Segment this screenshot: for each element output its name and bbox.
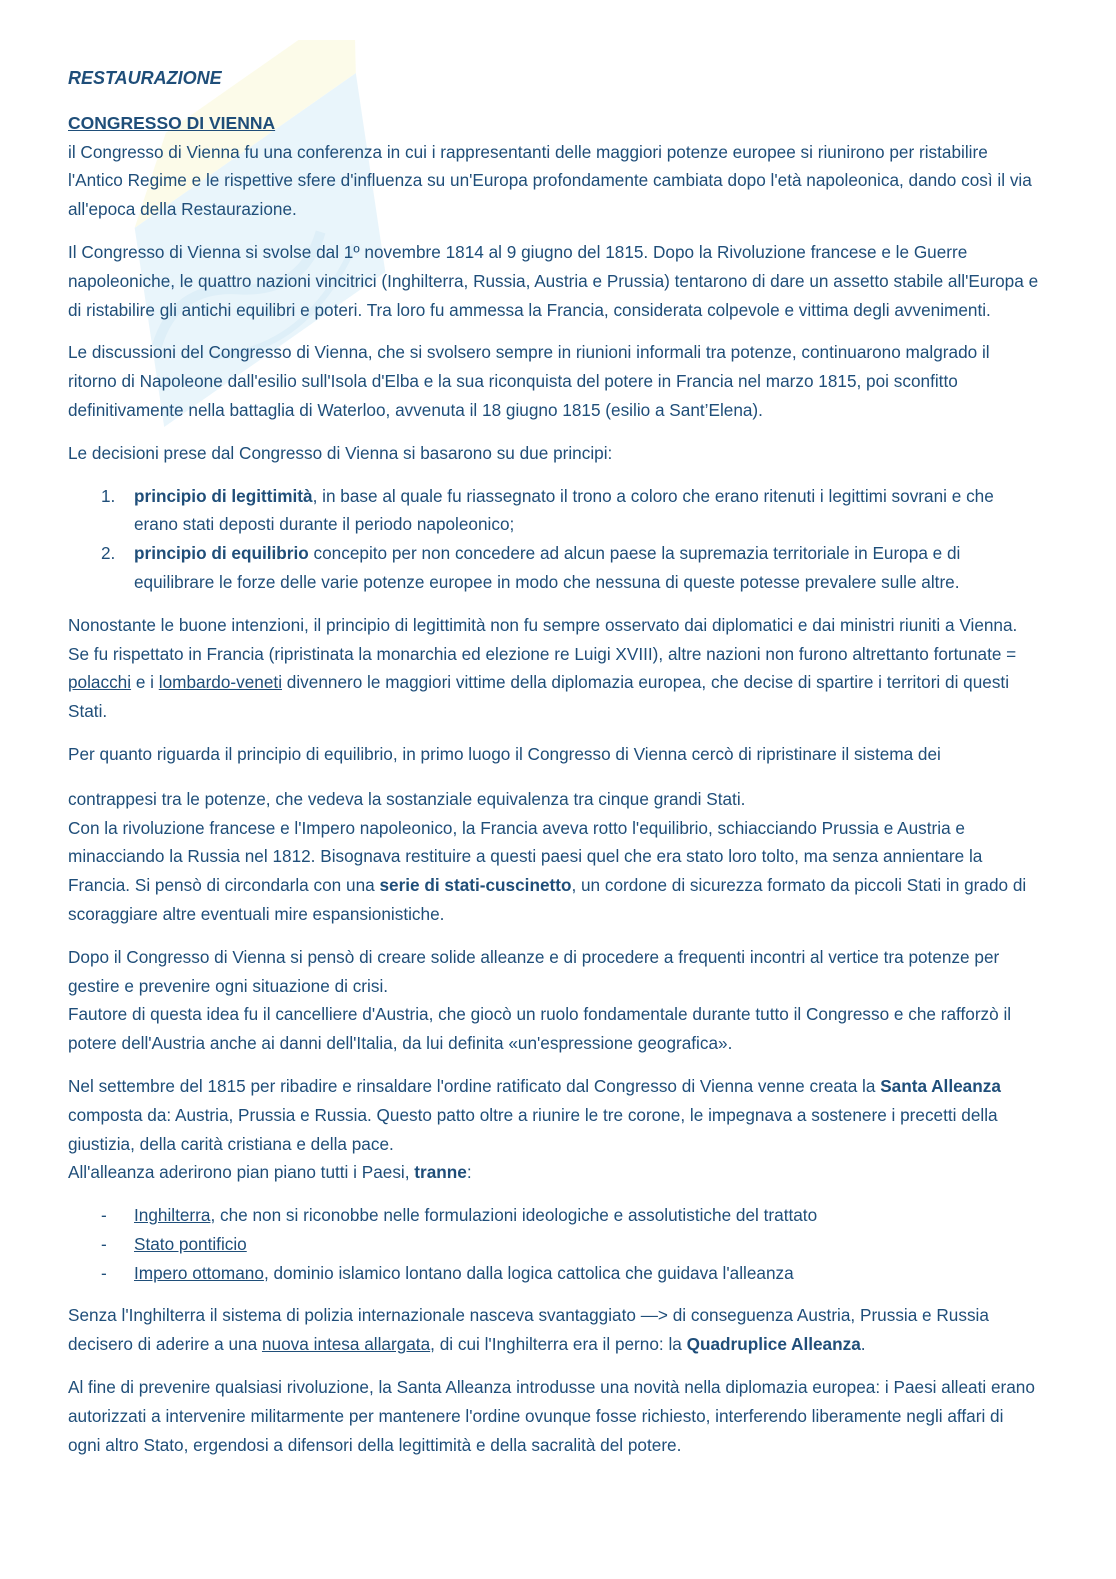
- document-page: [68, 64, 1040, 1473]
- item-text: , dominio islamico lontano dalla logica cattolica che guidava l'alleanza: [263, 1262, 794, 1283]
- text-run: All'alleanza aderirono pian piano tutti i Paesi,: [68, 1162, 415, 1183]
- paragraph-principles-intro: Le decisioni prese dal Congresso di Vienna si basarono su due principi:: [68, 442, 613, 463]
- paragraph-chancellor: Fautore di questa idea fu il cancelliere d'Austria, che giocò un ruolo fondamentale durante tutto il Congresso e che rafforzò il potere dell'Austria anche ai danni dell'Italia, da lui definita «un'espressione geografica».: [68, 1004, 1012, 1054]
- paragraph-legitimacy: [68, 611, 1040, 726]
- text-run: Nel settembre del 1815 per ribadire e rinsaldare l'ordine ratificato dal Congresso di Vienna venne creata la: [68, 1075, 881, 1096]
- text-run: Nonostante le buone intenzioni, il principio di legittimità non fu sempre osservato dai diplomatici e dai ministri riuniti a Vienna. Se fu rispettato in Francia (ripristinata la monarchia ed elezione re Luigi XVIII), altre nazioni non furono altrettanto fortunate =: [68, 614, 1018, 664]
- document-title: RESTAURAZIONE: [68, 68, 222, 88]
- bold-term: tranne: [414, 1162, 467, 1183]
- dash-bullet: -: [101, 1262, 107, 1283]
- paragraph-holy-alliance: [68, 1072, 1040, 1158]
- paragraph-discussions: Le discussioni del Congresso di Vienna, che si svolsero sempre in riunioni informali tra potenze, continuarono malgrado il ritorno di Napoleone dall'esilio sull'Isola d'Elba e la sua riconquista del potere in Francia nel marzo 1815, poi sconfitto definitivamente nella battaglia di Waterloo, avvenuta il 18 giugno 1815 (esilio a Sant’Elena).: [68, 342, 990, 420]
- item-text: , che non si riconobbe nelle formulazioni ideologiche e assolutistiche del trattato: [210, 1205, 818, 1226]
- text-run: :: [466, 1162, 472, 1183]
- principle-item: [68, 539, 1040, 597]
- text-run: Senza l'Inghilterra il sistema di polizia internazionale nasceva svantaggiato —> di conseguenza Austria, Prussia e Russia decisero di aderire a una: [68, 1305, 989, 1355]
- paragraph-equilibrium: Per quanto riguarda il principio di equilibrio, in primo luogo il Congresso di Vienna cercò di ripristinare il sistema dei: [68, 743, 941, 764]
- text-run: composta da: Austria, Prussia e Russia. Questo patto oltre a riunire le tre corone, le impegnava a sostenere i precetti della giustizia, della carità cristiana e della pace.: [68, 1104, 998, 1154]
- text-run: e i: [131, 672, 159, 693]
- paragraph-intro: il Congresso di Vienna fu una conferenza in cui i rappresentanti delle maggiori potenze europee si riunirono per ristabilire l'Antico Regime e le rispettive sfere d'influenza su un'Europa profondamente cambiata dopo l'età napoleonica, dando così il via all'epoca della Restaurazione.: [68, 141, 1032, 220]
- section-heading: CONGRESSO DI VIENNA: [68, 112, 276, 133]
- paragraph-counterweights: contrappesi tra le potenze, che vedeva la sostanziale equivalenza tra cinque grandi Stati.: [68, 788, 746, 809]
- paragraph-dates: Il Congresso di Vienna si svolse dal 1º novembre 1814 al 9 giugno del 1815. Dopo la Rivoluzione francese e le Guerre napoleoniche, le quattro nazioni vincitrici (Inghilterra, Russia, Austria e Prussia) tentarono di dare un assetto stabile all'Europa e di ristabilire gli antichi equilibri e poteri. Tra loro fu ammessa la Francia, considerata colpevole e vittima degli avvenimenti.: [68, 241, 1039, 320]
- list-number: 1.: [101, 485, 116, 506]
- principles-list: [68, 482, 1040, 597]
- principle-text: , in base al quale fu riassegnato il trono a coloro che erano ritenuti i legittimi sovrani e che erano stati deposti durante il periodo napoleonico;: [134, 485, 994, 535]
- paragraph-intervention: Al fine di prevenire qualsiasi rivoluzione, la Santa Alleanza introdusse una novità nella diplomazia europea: i Paesi alleati erano autorizzati a intervenire militarmente per mantenere l'ordine ovunque fosse richiesto, interferendo liberamente negli affari di ogni altro Stato, ergendosi a difensori della legittimità e della sacralità del potere.: [68, 1377, 1035, 1455]
- text-run: , un cordone di sicurezza formato da piccoli Stati in grado di scoraggiare altre eventuali mire espansionistiche.: [68, 875, 1027, 924]
- paragraph-buffer-states: [68, 814, 1040, 929]
- bold-term: serie di stati-cuscinetto: [379, 875, 572, 896]
- link-polacchi[interactable]: polacchi: [68, 672, 132, 693]
- link-nuova-intesa[interactable]: nuova intesa allargata: [261, 1334, 431, 1355]
- list-item: [68, 1230, 1040, 1259]
- list-number: 2.: [101, 543, 116, 564]
- bold-term: Quadruplice Alleanza: [686, 1334, 861, 1355]
- dash-bullet: -: [101, 1205, 107, 1226]
- exceptions-list: [68, 1201, 1040, 1287]
- paragraph-alliances: Dopo il Congresso di Vienna si pensò di creare solide alleanze e di procedere a frequenti incontri al vertice tra potenze per gestire e prevenire ogni situazione di crisi.: [68, 946, 1000, 996]
- principle-term: principio di equilibrio: [134, 543, 309, 564]
- link-impero-ottomano[interactable]: Impero ottomano: [134, 1262, 264, 1283]
- text-run: , di cui l'Inghilterra era il perno: la: [430, 1334, 687, 1355]
- principle-term: principio di legittimità: [134, 485, 313, 506]
- principle-text: concepito per non concedere ad alcun paese la supremazia territoriale in Europa e di equilibrare le forze delle varie potenze europee in modo che nessuna di queste potesse prevalere sulle altre.: [134, 543, 961, 592]
- link-inghilterra[interactable]: Inghilterra: [134, 1205, 211, 1226]
- text-run: divennero le maggiori vittime della diplomazia europea, che decise di spartire i territori di questi Stati.: [68, 672, 1010, 722]
- list-item: [68, 1259, 1040, 1288]
- paragraph-exceptions-intro: [68, 1158, 1040, 1187]
- link-stato-pontificio[interactable]: Stato pontificio: [134, 1233, 247, 1254]
- principle-item: [68, 482, 1040, 540]
- paragraph-quadruple-alliance: [68, 1301, 1040, 1359]
- link-lombardo-veneti[interactable]: lombardo-veneti: [158, 672, 283, 693]
- text-run: Con la rivoluzione francese e l'Impero napoleonico, la Francia aveva rotto l'equilibrio, schiacciando Prussia e Austria e minacciando la Russia nel 1812. Bisognava restituire a questi paesi quel che era stato loro tolto, ma senza annientare la Francia. Si pensò di circondarla con una: [68, 817, 983, 896]
- dash-bullet: -: [101, 1233, 107, 1254]
- bold-term: Santa Alleanza: [880, 1075, 1001, 1096]
- list-item: [68, 1201, 1040, 1230]
- text-run: .: [860, 1334, 866, 1355]
